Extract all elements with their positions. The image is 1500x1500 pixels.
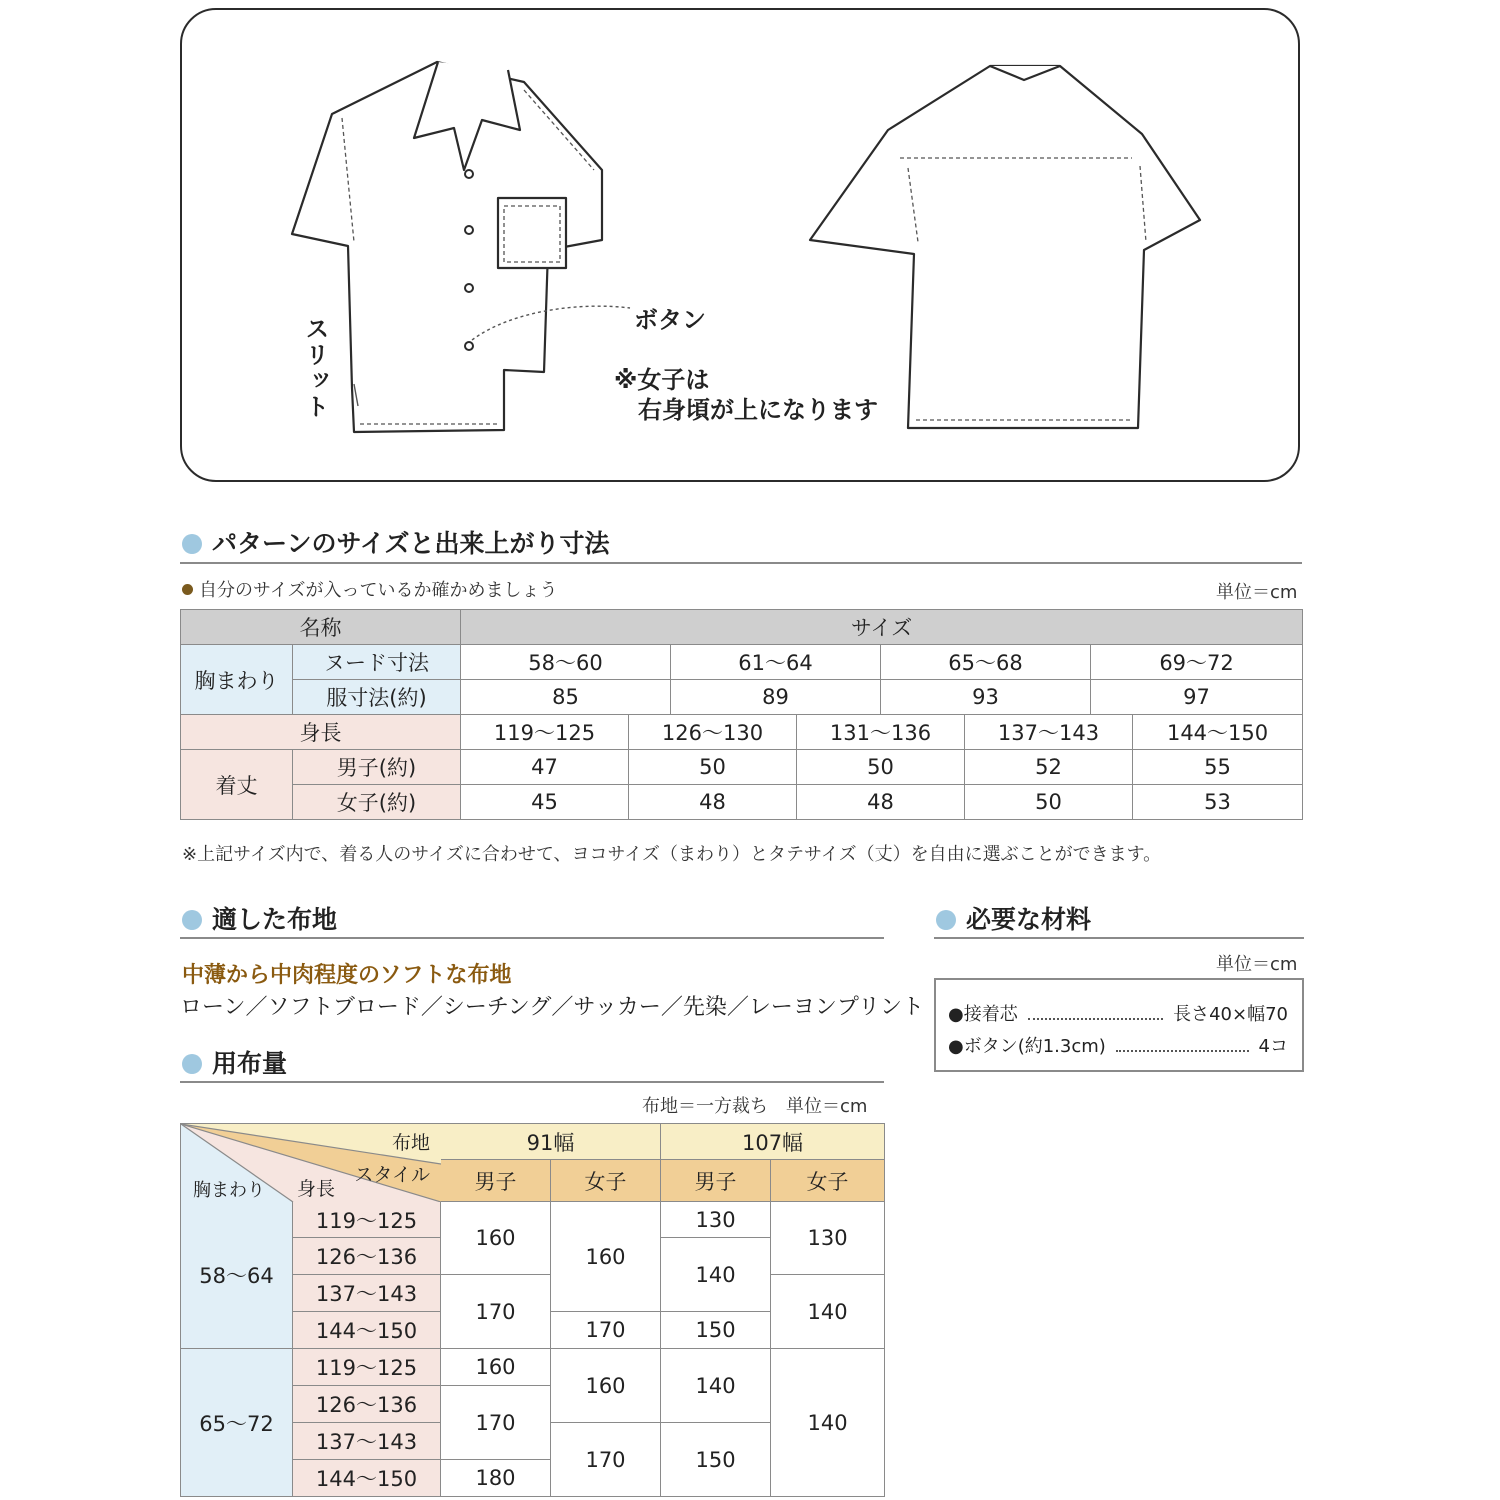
corner-style-label: スタイル	[354, 1164, 430, 1186]
yardage-cell: 150	[661, 1312, 771, 1349]
yardage-heading: 用布量	[182, 1044, 287, 1080]
button-2	[465, 226, 473, 234]
material-item	[948, 1000, 1288, 1026]
size-table	[180, 609, 1303, 820]
size-check-note: 自分のサイズが入っているか確かめましょう	[182, 576, 558, 602]
height-value: 126〜130	[629, 715, 797, 750]
height-row: 144〜150	[293, 1460, 441, 1497]
width-91-header: 91幅	[441, 1124, 661, 1160]
material-name: ●接着芯	[948, 1004, 1018, 1025]
height-row: 144〜150	[293, 1312, 441, 1349]
height-row: 126〜136	[293, 1386, 441, 1423]
yardage-cell: 180	[441, 1460, 551, 1497]
yardage-cell: 150	[661, 1423, 771, 1497]
girls-note-line1: ※女子は	[614, 366, 710, 394]
yardage-cell: 130	[661, 1202, 771, 1238]
yardage-note: 布地＝一方裁ち 単位＝cm	[642, 1096, 868, 1117]
yardage-cell: 160	[441, 1349, 551, 1386]
bullet-dot	[182, 910, 202, 930]
yardage-cell: 140	[661, 1349, 771, 1423]
button-4	[465, 342, 473, 350]
boys-length: 50	[797, 750, 965, 785]
material-item	[948, 1032, 1288, 1058]
heading-rule	[180, 562, 1302, 564]
yardage-cell: 140	[771, 1275, 885, 1349]
size-footnote: ※上記サイズ内で、着る人のサイズに合わせて、ヨコサイズ（まわり）とタテサイズ（丈）を自由に選ぶことができます。	[182, 844, 1162, 865]
pattern-size-heading: パターンのサイズと出来上がり寸法	[182, 524, 610, 560]
style-boys-header: 男子	[661, 1160, 771, 1202]
style-girls-header: 女子	[771, 1160, 885, 1202]
style-boys-header: 男子	[441, 1160, 551, 1202]
yardage-cell: 160	[551, 1349, 661, 1423]
bullet-dot	[182, 584, 193, 595]
garment-value: 85	[461, 680, 671, 715]
materials-unit: 単位＝cm	[1216, 954, 1298, 975]
nude-value: 69〜72	[1091, 645, 1303, 680]
heading-rule	[934, 937, 1304, 939]
yardage-cell: 160	[551, 1202, 661, 1312]
bullet-dot	[182, 534, 202, 554]
bullet-dot	[182, 1054, 202, 1074]
dotted-leader	[1028, 1000, 1163, 1020]
girls-length: 53	[1133, 785, 1303, 820]
nude-value: 61〜64	[671, 645, 881, 680]
header-name: 名称	[181, 610, 461, 645]
girls-length: 48	[629, 785, 797, 820]
girls-length: 48	[797, 785, 965, 820]
nude-label: ヌード寸法	[293, 645, 461, 680]
garment-value: 93	[881, 680, 1091, 715]
length-label: 着丈	[181, 750, 293, 820]
fabric-heading: 適した布地	[182, 900, 337, 936]
height-value: 131〜136	[797, 715, 965, 750]
garment-value: 97	[1091, 680, 1303, 715]
yardage-cell: 170	[441, 1275, 551, 1349]
yardage-cell: 140	[771, 1349, 885, 1497]
fabric-subheading: 中薄から中肉程度のソフトな布地	[182, 963, 512, 988]
bullet-dot	[936, 910, 956, 930]
front-pocket	[498, 198, 566, 268]
button-3	[465, 284, 473, 292]
dotted-leader	[1116, 1032, 1249, 1052]
yardage-cell: 140	[661, 1238, 771, 1312]
height-row: 119〜125	[293, 1202, 441, 1238]
garment-label: 服寸法(約)	[293, 680, 461, 715]
yardage-table	[180, 1123, 885, 1497]
height-label: 身長	[181, 715, 461, 750]
style-girls-header: 女子	[551, 1160, 661, 1202]
girls-length: 50	[965, 785, 1133, 820]
nude-value: 65〜68	[881, 645, 1091, 680]
garment-illustration-panel	[180, 8, 1300, 482]
yardage-cell: 130	[771, 1202, 885, 1275]
boys-label: 男子(約)	[293, 750, 461, 785]
chest-group: 65〜72	[181, 1349, 293, 1497]
boys-length: 55	[1133, 750, 1303, 785]
boys-length: 47	[461, 750, 629, 785]
slit-label: スリット	[301, 316, 329, 420]
back-shirt-body	[810, 66, 1200, 428]
height-row: 119〜125	[293, 1349, 441, 1386]
height-value: 144〜150	[1133, 715, 1303, 750]
nude-value: 58〜60	[461, 645, 671, 680]
yardage-cell: 160	[441, 1202, 551, 1275]
height-row: 137〜143	[293, 1275, 441, 1312]
garment-value: 89	[671, 680, 881, 715]
girls-length: 45	[461, 785, 629, 820]
width-107-header: 107幅	[661, 1124, 885, 1160]
materials-heading: 必要な材料	[936, 900, 1091, 936]
button-label: ボタン	[634, 306, 706, 334]
yardage-cell: 170	[441, 1386, 551, 1460]
yardage-cell: 170	[551, 1312, 661, 1349]
boys-length: 52	[965, 750, 1133, 785]
girls-label: 女子(約)	[293, 785, 461, 820]
heading-rule	[180, 937, 884, 939]
material-value: 4コ	[1258, 1036, 1288, 1057]
corner-header	[181, 1124, 441, 1202]
unit-label: 単位＝cm	[1216, 582, 1298, 603]
height-value: 119〜125	[461, 715, 629, 750]
yardage-cell: 170	[551, 1423, 661, 1497]
chest-label: 胸まわり	[181, 645, 293, 715]
corner-height-label: 身長	[297, 1178, 336, 1200]
material-value: 長さ40×幅70	[1173, 1004, 1288, 1025]
height-row: 126〜136	[293, 1238, 441, 1275]
fabric-list: ローン／ソフトブロード／シーチング／サッカー／先染／レーヨンプリント	[180, 995, 925, 1020]
button-1	[465, 170, 473, 178]
height-value: 137〜143	[965, 715, 1133, 750]
corner-chest-label: 胸まわり	[193, 1180, 265, 1201]
header-size: サイズ	[461, 610, 1303, 645]
girls-note-line2: 右身頃が上になります	[638, 396, 878, 424]
height-row: 137〜143	[293, 1423, 441, 1460]
materials-box	[934, 978, 1304, 1072]
chest-group: 58〜64	[181, 1202, 293, 1349]
boys-length: 50	[629, 750, 797, 785]
material-name: ●ボタン(約1.3cm)	[948, 1036, 1106, 1057]
corner-fabric-label: 布地	[391, 1132, 430, 1154]
heading-rule	[180, 1081, 884, 1083]
